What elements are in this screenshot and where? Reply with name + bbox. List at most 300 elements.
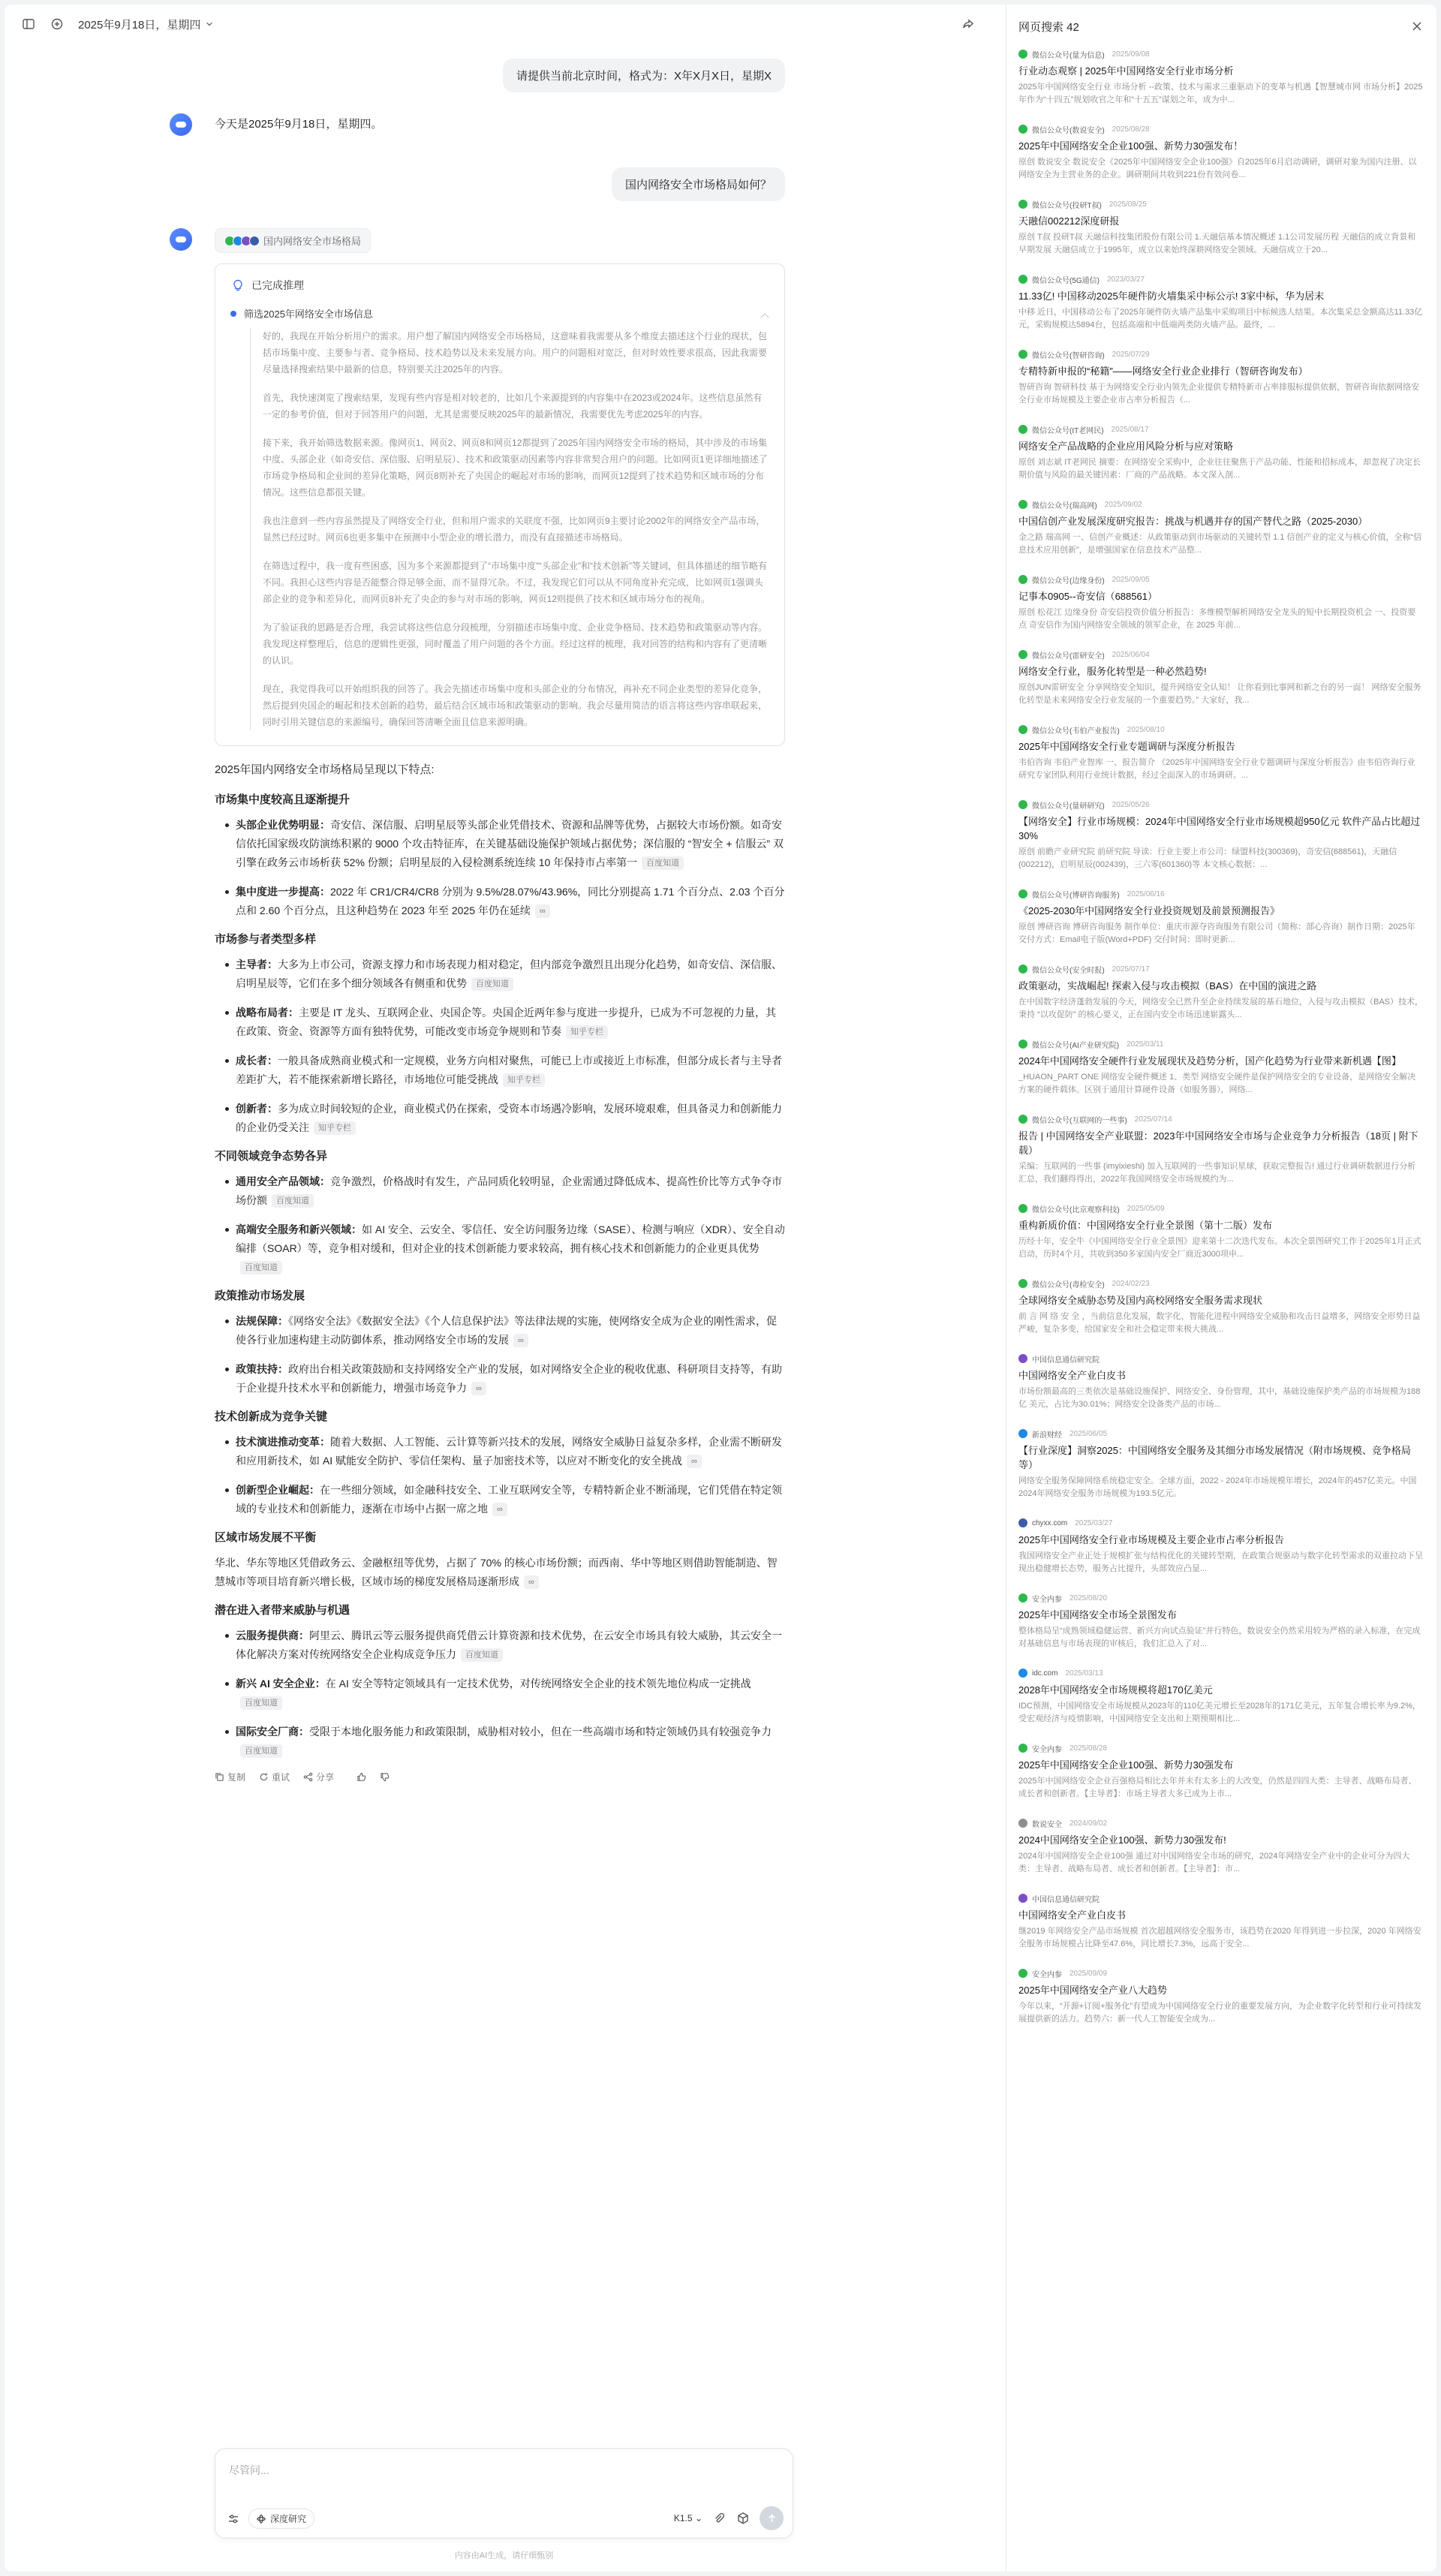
conversation-title-text: 2025年9月18日，星期四 [78, 18, 201, 32]
deep-research-label: 深度研究 [270, 2514, 307, 2524]
reasoning-header[interactable] [230, 278, 769, 293]
reference-title[interactable]: 专精特新申报的“秘籍”——网络安全行业企业排行（智研咨询发布） [1018, 366, 1308, 377]
source-logo-icon [1018, 200, 1027, 209]
source-name: 微信公众号(智研咨询) [1032, 351, 1105, 360]
source-date: 2024/09/02 [1069, 1819, 1108, 1828]
list-item [215, 1312, 785, 1350]
assistant-message [215, 113, 785, 136]
source-date: 2025/08/17 [1111, 425, 1149, 434]
reference-item[interactable] [1018, 198, 1423, 257]
chat-input-box[interactable] [215, 2448, 793, 2538]
reference-title[interactable]: 2024年中国网络安全硬件行业发展现状及趋势分析，国产化趋势为行业带来新机遇【图】 [1018, 1055, 1401, 1067]
reference-item[interactable] [1018, 1667, 1423, 1726]
source-logos [224, 236, 257, 246]
item-lead: 头部企业优势明显： [236, 819, 330, 831]
citation-badge[interactable]: ∞ [492, 1503, 507, 1516]
reference-title[interactable]: 重构新质价值：中国网络安全行业全景图（第十二版）发布 [1018, 1220, 1273, 1231]
reference-title[interactable]: 【网络安全】行业市场规模：2024年中国网络安全行业市场规模超950亿元 软件产品占比超过30% [1018, 816, 1421, 841]
source-logo-icon [1018, 1429, 1027, 1438]
retry-button[interactable] [259, 1771, 290, 1783]
assistant-avatar [170, 113, 192, 136]
list-item [215, 1481, 785, 1518]
source-logo-icon [1018, 1354, 1027, 1363]
source-name: 微信公众号(AI产业研究院) [1032, 1041, 1120, 1050]
reference-title[interactable]: 2025年中国网络安全行业专题调研与深度分析报告 [1018, 741, 1235, 752]
reference-snippet: 韦伯咨询 韦伯产业智库 一、报告简介 《2025年中国网络安全行业专题调研与深度分析报告》由韦伯咨询行业研究专家团队利用行业统计数据，经过全面深入的市场调研。... [1018, 758, 1415, 780]
reasoning-paragraph: 好的，我现在开始分析用户的需求。用户想了解国内网络安全市场格局，这意味着我需要从多个维度去描述这个行业的现状，包括市场集中度、主要参与者、竞争格局、技术趋势以及未来发展方向。用户的问题相对宽泛，但对时效性要求很高，因此我需要尽量选择搜索结果中最新的信息，特别要关注2025年的内容。 [263, 331, 768, 375]
section-list [215, 955, 785, 1137]
section-heading: 区域市场发展不平衡 [215, 1531, 317, 1544]
citation-badge[interactable]: 知乎专栏 [314, 1121, 356, 1135]
source-date: 2025/06/05 [1069, 1429, 1108, 1438]
reference-source [1018, 1277, 1423, 1290]
source-date: 2025/03/13 [1065, 1669, 1103, 1678]
chevron-down-icon [205, 20, 214, 29]
item-text: 大多为上市公司，资源支撑力和市场表现力相对稳定，但内部竞争激烈且出现分化趋势，如奇安信、深信服、启明星辰等，它们在多个细分领域各有侧重和优势 [236, 958, 782, 989]
source-date: 2025/03/11 [1127, 1040, 1164, 1049]
source-date: 2025/07/14 [1134, 1115, 1172, 1124]
arrow-up-icon [767, 2514, 777, 2523]
reference-title[interactable]: 记事本0905--奇安信（688561） [1018, 591, 1157, 602]
assistant-message [215, 228, 785, 1783]
source-name: 微信公众号(韦伯产业报告) [1032, 727, 1120, 736]
reference-item[interactable] [1018, 348, 1423, 407]
source-logo-icon [1018, 1593, 1027, 1602]
reference-item[interactable] [1018, 1038, 1423, 1097]
source-name: 微信公众号(瑞高网) [1032, 501, 1097, 510]
section-heading: 不同领域竞争态势各异 [215, 1150, 328, 1163]
reference-source [1018, 1113, 1423, 1125]
reference-source [1018, 498, 1423, 510]
reference-source [1018, 963, 1423, 975]
citation-badge[interactable]: ∞ [687, 1455, 702, 1468]
reference-source [1018, 724, 1423, 736]
reasoning-step[interactable] [230, 306, 769, 320]
reasoning-paragraph: 首先，我快速浏览了搜索结果，发现有些内容是相对较老的，比如几个来源提到的内容集中在2023或2024年。这些信息虽然有一定的参考价值，但对于回答用户的问题，尤其是需要反映2025年的最新情况，我需要优先考虑2025年的内容。 [263, 393, 763, 420]
reference-source [1018, 573, 1423, 585]
reference-snippet: 网络安全服务保障网络系统稳定安全。全球方面，2022 - 2024年市场规模年增长，2024年的457亿美元。中国2024年网络安全服务市场规模为193.5亿元。 [1018, 1476, 1417, 1498]
source-logo-icon [1018, 1819, 1027, 1828]
list-item [215, 955, 785, 993]
reference-item[interactable] [1018, 1967, 1423, 2026]
citation-badge[interactable]: 百度知道 [642, 856, 684, 870]
send-button[interactable] [760, 2506, 784, 2530]
section-paragraph [215, 1554, 785, 1591]
source-name: 安全内参 [1032, 1745, 1062, 1754]
reference-item[interactable] [1018, 1892, 1423, 1951]
reference-source [1018, 1667, 1423, 1679]
reference-snippet: 2025年中国网络安全行业 市场分析 --政策、技术与需求三重驱动下的变革与机遇【智慧城市网 市场分析】2025年作为“十四五”规划收官之年和“十五五”谋划之年，成为中... [1018, 83, 1423, 104]
source-date: 2024/02/23 [1112, 1279, 1150, 1288]
share-label: 分享 [316, 1772, 335, 1783]
citation-badge[interactable]: ∞ [471, 1382, 486, 1395]
reference-item[interactable] [1018, 423, 1423, 482]
reference-title[interactable]: 天融信002212深度研报 [1018, 215, 1120, 227]
reference-snippet: 原创 T叔 投研T叔 天融信科技集团股份有限公司 1.天融信基本情况概述 1.1公司发展历程 天融信的成立背景和早期发展 天融信成立于1995年，成立以来始终深耕网络安全领域。天融信成立于20... [1018, 233, 1416, 254]
top-bar [5, 5, 1006, 44]
step-dot-icon [230, 311, 236, 317]
paragraph-text: 华北、华东等地区凭借政务云、金融枢纽等优势，占据了 70% 的核心市场份额；而西南、华中等地区则借助智能制造、智慧城市等项目培育新兴增长极，区域市场的梯度发展格局逐渐形成 [215, 1557, 778, 1587]
source-logo-icon [1018, 275, 1027, 284]
assistant-answer [215, 760, 785, 1783]
copy-button[interactable] [215, 1771, 245, 1783]
item-lead: 新兴 AI 安全企业： [236, 1678, 326, 1690]
reference-source [1018, 1742, 1423, 1754]
refresh-icon [259, 1772, 269, 1782]
share-icon[interactable] [961, 17, 976, 32]
citation-badge[interactable]: 百度知道 [240, 1696, 282, 1710]
item-text: 在一些细分领域，如金融科技安全、工业互联网安全等，专精特新企业不断涌现，它们凭借在特定领域的专业技术和创新能力，逐渐在市场中占据一席之地 [236, 1484, 782, 1515]
reference-item[interactable] [1018, 123, 1423, 182]
reference-item[interactable] [1018, 1428, 1423, 1500]
item-text: 《网络安全法》《数据安全法》《个人信息保护法》等法律法规的实施，使网络安全成为企业的刚性需求，促使各行业加速构建主动防御体系，推动网络安全市场的发展 [236, 1315, 777, 1346]
source-date: 2025/06/16 [1127, 889, 1165, 898]
citation-badge[interactable]: 知乎专栏 [503, 1073, 545, 1087]
source-logo-icon [1018, 125, 1027, 134]
new-chat-icon[interactable] [50, 17, 65, 32]
reference-item[interactable] [1018, 1113, 1423, 1186]
source-date: 2025/03/27 [1075, 1518, 1113, 1527]
close-icon[interactable] [1409, 19, 1424, 34]
source-name: 微信公众号(边缘身份) [1032, 576, 1105, 585]
source-name: 新浪财经 [1032, 1431, 1062, 1440]
source-date: 2025/08/20 [1069, 1593, 1108, 1602]
reference-title[interactable]: 2028年中国网络安全市场规模将超170亿美元 [1018, 1684, 1213, 1696]
reference-item[interactable] [1018, 48, 1423, 107]
reference-source [1018, 123, 1423, 135]
source-name: 微信公众号(量研研究) [1032, 802, 1105, 811]
retry-label: 重试 [272, 1772, 290, 1783]
reference-snippet: 在中国数字经济蓬勃发展的今天，网络安全已然升至企业持续发展的基石地位，入侵与攻击模拟（BAS）技术，秉持 “以攻促防” 的核心要义，正在国内安全市场迅速崭露头... [1018, 998, 1423, 1019]
reasoning-paragraph: 现在，我觉得我可以开始组织我的回答了。我会先描述市场集中度和头部企业的分布情况，再补充不同企业类型的差异化竞争，然后提到央国企的崛起和技术创新的趋势，最后结合区域市场和政策驱动的影响。我会尽量用简洁的语言将这些内容串联起来，同时引用关键信息的来源编号，确保回答清晰全面且信息来源明确。 [263, 684, 768, 727]
reference-title[interactable]: 11.33亿! 中国移动2025年硬件防火墙集采中标公示! 3家中标，华为居末 [1018, 290, 1325, 302]
item-text: 主要是 IT 龙头、互联网企业、央国企等。央国企近两年参与度进一步提升，已成为不可忽视的力量，其在政策、资金、资源等方面有独特优势，可能改变市场竞争规则和节奏 [236, 1007, 776, 1037]
source-logo-icon [1018, 50, 1027, 59]
reasoning-body [250, 328, 769, 730]
list-item [215, 1172, 785, 1210]
citation-badge[interactable]: 百度知道 [240, 1744, 282, 1758]
item-lead: 云服务提供商： [236, 1630, 309, 1642]
reference-snippet: 智研咨询 智研科技 基于为网络安全行业内领先企业提供专精特新市占率排服标提供依据，智研咨询依据网络安全行业市场规模及主要企业市占率分析报告（... [1018, 383, 1420, 405]
reasoning-panel [215, 263, 785, 746]
reference-title[interactable]: 2025年中国网络安全企业100强、新势力30强发布 [1018, 1759, 1234, 1771]
source-name: 微信公众号(博研咨询服务) [1032, 891, 1120, 900]
reference-snippet: 原创 数说安全 数说安全《2025年中国网络安全企业100强》自2025年6月启动调研，调研对象为国内注册、以网络安全为主营业务的企业。调研期间共收到221份有效问卷... [1018, 158, 1417, 179]
answer-intro: 2025年国内网络安全市场格局呈现以下特点: [215, 763, 435, 776]
list-item [215, 1220, 785, 1277]
item-lead: 法规保障： [236, 1315, 288, 1327]
user-message [215, 59, 785, 92]
section-list [215, 1172, 785, 1277]
reference-title[interactable]: 政策驱动，实战崛起! 探索入侵与攻击模拟（BAS）在中国的演进之路 [1018, 980, 1317, 992]
reference-snippet: 前 言 网 络 安 全 ，当前信息化发展，数字化、智能化进程中网络安全威胁和攻击日益增多，网络安全形势日益严峻，复杂多变，给国家安全和社会稳定带来极大挑战... [1018, 1312, 1421, 1334]
share-answer-button[interactable] [303, 1771, 334, 1783]
reference-snippet: _HUAON_PART ONE 网络安全硬件概述 1、类型 网络安全硬件是保护网络安全的专业设备，是网络安全解决方案的硬件载体。区别于通用计算硬件设备（如服务器），网络... [1018, 1073, 1416, 1094]
source-logo-icon [1018, 1518, 1027, 1527]
item-text: 竞争激烈，价格战时有发生，产品同质化较明显，企业需通过降低成本、提高性价比等方式争夺市场份额 [236, 1175, 782, 1206]
reference-source [1018, 1892, 1423, 1904]
reference-item[interactable] [1018, 799, 1423, 871]
reference-snippet: 2025年中国网络安全企业百强格局相比去年并未有太多上的大改变，仍然是四四大类：主导者、战略布局者、成长者和创新者。【主导者】：市场主导者大多已成为上市... [1018, 1777, 1417, 1798]
deep-research-button[interactable] [248, 2508, 314, 2529]
source-name: chyxx.com [1032, 1518, 1068, 1527]
thumbs-down-icon[interactable] [380, 1772, 390, 1782]
reasoning-step-label: 筛选2025年网络安全市场信息 [244, 308, 373, 320]
item-text: 奇安信、深信服、启明星辰等头部企业凭借技术、资源和品牌等优势，占据较大市场份额。如奇安信依托国家级攻防演练积累的 9000 个攻击特征库，在关键基础设施保护领域占据优势；深信服的 “智安全 + 信服云” 双引擎在政务云市场析获 52% 份额；启明星辰的入侵检测系统连续 10 年保持市占率第一 [236, 819, 784, 868]
source-name: 微信公众号(5G通信) [1032, 276, 1100, 285]
source-date: 2025/09/09 [1069, 1969, 1108, 1978]
source-logo-icon [1018, 1969, 1027, 1978]
reference-source [1018, 1592, 1423, 1604]
list-item [215, 1627, 785, 1664]
list-item [215, 1004, 785, 1041]
reference-source [1018, 1038, 1423, 1050]
section-list [215, 1312, 785, 1398]
reference-source [1018, 48, 1423, 60]
reference-snippet: 原创 松花江 边缘身份 奇安信投资价值分析报告：多维模型解析网络安全龙头的短中长期投资机会 一、投资要点 奇安信作为国内网络安全领域的领军企业，在 2025 年前... [1018, 608, 1416, 630]
source-name: 微信公众号(互联网的一些事) [1032, 1116, 1127, 1125]
source-name: 中国信息通信研究院 [1032, 1895, 1100, 1904]
reference-snippet: 原创 前瞻产业研究院 前研究院 导读：行业主要上市公司：绿盟科技(300369)，奇安信(688561)，天融信(002212)，启明星辰(002439)，三六零(601360)等 本文核心数据：... [1018, 847, 1397, 869]
source-name: 数说安全 [1032, 1820, 1062, 1829]
item-lead: 政策扶持： [236, 1363, 288, 1375]
section-heading: 市场集中度较高且逐渐提升 [215, 793, 350, 806]
item-text: 阿里云、腾讯云等云服务提供商凭借云计算资源和技术优势，在云安全市场具有较大威胁，其云安全一体化解决方案对传统网络安全企业构成竞争压力 [236, 1630, 782, 1660]
source-logo-icon [1018, 1669, 1027, 1678]
source-date: 2025/08/28 [1069, 1744, 1108, 1753]
source-name: 微信公众号(投研T叔) [1032, 201, 1102, 210]
list-item [215, 1675, 785, 1712]
source-name: 微信公众号(比京观察科技) [1032, 1205, 1120, 1214]
reference-source [1018, 1517, 1423, 1529]
item-lead: 国际安全厂商： [236, 1726, 309, 1738]
reference-item[interactable] [1018, 1517, 1423, 1575]
atom-icon [257, 2514, 266, 2523]
share-icon [303, 1772, 313, 1782]
source-name: 中国信息通信研究院 [1032, 1356, 1100, 1365]
reference-item[interactable] [1018, 724, 1423, 782]
reference-title[interactable]: 行业动态观察 | 2025年中国网络安全行业市场分析 [1018, 65, 1234, 77]
list-item [215, 1360, 785, 1398]
reference-title[interactable]: 2025年中国网络安全企业100强、新势力30强发布！ [1018, 140, 1244, 152]
source-date: 2025/07/17 [1112, 964, 1150, 974]
reference-item[interactable] [1018, 1817, 1423, 1876]
item-lead: 成长者： [236, 1055, 278, 1067]
conversation-title[interactable] [78, 17, 214, 32]
input-right-tools [674, 2506, 784, 2530]
reference-snippet: 市场份额最高的三类依次是基础设施保护、网络安全、身份管理，其中，基础设施保护类产品的市场规模为188 亿 美元，占比为30.01%；网络安全设备类产品的市场... [1018, 1387, 1421, 1409]
reference-snippet: 金之路 瑞高网 一、信创产业概述：从政策驱动到市场驱动的关键转型 1.1 信创产业的定义与核心价值，全称“信息技术应用创新”，是增强国家在信息技术产品整... [1018, 533, 1422, 555]
source-name: 微信公众号(数说安全) [1032, 126, 1105, 135]
reference-title[interactable]: 中国信创产业发展深度研究报告：挑战与机遇并存的国产替代之路（2025-2030） [1018, 516, 1368, 527]
section-list [215, 1433, 785, 1518]
reference-title[interactable]: 中国网络安全产业白皮书 [1018, 1370, 1127, 1381]
citation-badge[interactable]: 知乎专栏 [566, 1025, 608, 1039]
attachment-icon[interactable] [711, 2511, 727, 2526]
source-logo-icon [1018, 1894, 1027, 1903]
reference-item[interactable] [1018, 888, 1423, 946]
reference-snippet: 今年以来，“开源+订阅+服务化”有望成为中国网络安全行业的重要发展方向，为企业数字化转型和行业可持续发展提供新的活力。趋势六：新一代人工智能安全成为... [1018, 2002, 1422, 2024]
reasoning-paragraph: 接下来，我开始筛选数据来源。像网页1、网页2、网页8和网页12都提到了2025年国内网络安全市场的格局，其中涉及的市场集中度、头部企业（如奇安信、深信服、启明星辰）、技术和政策驱动因素等内容非常契合用户的问题。比如网页1更详细地描述了市场竞争格局和企业间的差异化策略，网页8则补充了央国企的崛起对市场的影响，而网页12提到了技术趋势和区域市场的分布情况。这些信息都很关键。 [263, 438, 768, 498]
user-message [215, 167, 785, 201]
reference-source [1018, 1428, 1423, 1440]
item-lead: 高端安全服务和新兴领域： [236, 1223, 362, 1235]
source-date: 2025/09/05 [1112, 575, 1150, 584]
reference-item[interactable] [1018, 1353, 1423, 1411]
reference-item[interactable] [1018, 273, 1423, 332]
source-logo-icon [1018, 650, 1027, 659]
source-date: 2025/05/09 [1127, 1204, 1165, 1213]
list-item [215, 1052, 785, 1089]
source-date: 2025/08/10 [1127, 725, 1165, 734]
reference-item[interactable] [1018, 498, 1423, 557]
source-logo-icon [1018, 1040, 1027, 1049]
source-logo-icon [1018, 889, 1027, 898]
citation-badge[interactable]: 百度知道 [272, 1194, 314, 1208]
tools-toggle-icon[interactable] [226, 2511, 241, 2526]
reference-title[interactable]: 【行业深度】洞察2025：中国网络安全服务及其细分市场发展情况（附市场规模、竞争格局等） [1018, 1445, 1411, 1470]
source-name: 安全内参 [1032, 1595, 1062, 1604]
copy-label: 复制 [227, 1772, 246, 1783]
citation-badge[interactable]: 百度知道 [461, 1648, 503, 1662]
model-label: K1.5 [673, 2513, 693, 2523]
user-bubble: 国内网络安全市场格局如何？ [612, 167, 785, 201]
list-item [215, 1100, 785, 1137]
section-heading: 政策推动市场发展 [215, 1290, 305, 1302]
item-lead: 集中度进一步提高： [236, 886, 330, 898]
citation-badge[interactable]: ∞ [524, 1575, 539, 1589]
reference-snippet: 2024年中国网络安全企业100强 通过对中国网络安全市场的研究，2024年网络安全产业中的企业可分为四大类：主导者、战略布局者、成长者和创新者。【主导者】：市... [1018, 1852, 1410, 1873]
source-logo-icon [1018, 1115, 1027, 1124]
chevron-up-icon[interactable]: ︿ [760, 308, 769, 319]
source-logo-icon [1018, 725, 1027, 734]
item-text: 2022 年 CR1/CR4/CR8 分别为 9.5%/28.07%/43.96%，同比分别提高 1.71 个百分点、2.03 个百分点和 2.60 个百分点，且这种趋势在 2023 年至 2025 年仍在延续 [236, 886, 785, 916]
search-source-chip[interactable] [215, 228, 371, 253]
source-date: 2025/05/26 [1112, 800, 1150, 809]
source-logo-icon [1018, 500, 1027, 509]
citation-badge[interactable]: 百度知道 [240, 1261, 282, 1274]
reference-item[interactable] [1018, 649, 1423, 707]
source-logo-icon [1018, 350, 1027, 359]
item-text: 多为成立时间较短的企业，商业模式仍在探索，受资本市场遇冷影响，发展环境艰难，但具备灵力和创新能力的企业仍受关注 [236, 1103, 782, 1133]
reference-item[interactable] [1018, 1592, 1423, 1651]
source-date: 2023/03/27 [1107, 275, 1145, 284]
reference-snippet: 历经十年，安全牛《中国网络安全行业全景图》迎来第十二次迭代发布。本次全景图研究工作于2025年1月正式启动，历时4个月，共收到350多家国内安全厂商近3000项申... [1018, 1237, 1421, 1259]
reference-source [1018, 649, 1423, 661]
reference-title[interactable]: 2025年中国网络安全行业市场规模及主要企业市占率分析报告 [1018, 1534, 1284, 1545]
reference-item[interactable] [1018, 1277, 1423, 1336]
citation-badge[interactable]: ∞ [513, 1334, 528, 1347]
reference-title[interactable]: 2025年中国网络安全市场全景图发布 [1018, 1609, 1177, 1621]
citation-badge[interactable]: ∞ [535, 904, 550, 918]
reference-title[interactable]: 2025年中国网络安全产业八大趋势 [1018, 1985, 1167, 1996]
reference-source [1018, 888, 1423, 900]
item-text: 在 AI 安全等特定领域具有一定技术优势，对传统网络安全企业的技术领先地位构成一定挑战 [325, 1678, 751, 1690]
thumbs-up-icon[interactable] [356, 1772, 366, 1782]
reference-title[interactable]: 报告 | 中国网络安全产业联盟：2023年中国网络安全市场与企业竞争力分析报告（18页 | 附下载） [1018, 1130, 1418, 1156]
source-logo-icon [1018, 800, 1027, 809]
source-logo-icon [1018, 1744, 1027, 1753]
source-name: 微信公众号(毒检安全) [1032, 1280, 1105, 1290]
reference-snippet: 采编：互联网的一些事 (imyixieshi) 加入互联网的一些事知识星球，获取完整报告! 通过行业调研数据进行分析汇总，我们翻得得出，2022年我国网络安全市场规模约为... [1018, 1162, 1416, 1184]
citation-badge[interactable]: 百度知道 [471, 977, 513, 991]
conversation [5, 44, 1006, 1783]
reference-source [1018, 799, 1423, 811]
reasoning-paragraph: 我也注意到一些内容虽然提及了网络安全行业，但和用户需求的关联度不强，比如网页9主要讨论2002年的网络安全产品市场，显然已经过时。网页6也更多集中在预测中小型企业的增长潜力，而没有直接描述市场格局。 [263, 516, 766, 543]
source-logo-icon [1018, 964, 1027, 974]
reference-title[interactable]: 《2025-2030年中国网络安全行业投资规划及前景预测报告》 [1018, 905, 1280, 916]
item-lead: 技术演进推动变革： [236, 1436, 330, 1448]
reference-snippet: 原创 博研咨询 博研咨询服务 制作单位：重庆市源夺咨询服务有限公司（简称：部心咨询）制作日期：2025年 交付方式：Email电子版(Word+PDF) 交付时间：即时更新... [1018, 922, 1415, 944]
source-name: idc.com [1032, 1669, 1058, 1678]
panel-header [1006, 5, 1436, 48]
section-list [215, 816, 785, 920]
reference-source [1018, 1353, 1423, 1365]
chat-input-placeholder[interactable]: 尽管问... [229, 2464, 269, 2476]
web-search-panel [1006, 5, 1436, 2571]
assistant-avatar [170, 228, 192, 251]
reference-title[interactable]: 全球网络安全威胁态势及国内高校网络安全服务需求现状 [1018, 1295, 1263, 1306]
source-date: 2025/07/29 [1112, 350, 1150, 359]
item-lead: 战略布局者： [236, 1007, 299, 1019]
reference-title[interactable]: 2024中国网络安全企业100强、新势力30强发布! [1018, 1834, 1226, 1846]
reference-title[interactable]: 网络安全产品战略的企业应用风险分析与应对策略 [1018, 441, 1234, 452]
list-item [215, 883, 785, 920]
reference-snippet: 中移 近日，中国移动公布了2025年硬件防火墙产品集中采购项目中标候选人结果。本次集采总金额高达11.33亿元，采购规模达5894台，包括高端和中低端两类防火墙产品。最终，... [1018, 308, 1423, 330]
reference-title[interactable]: 网络安全行业，服务化转型是一种必然趋势! [1018, 666, 1207, 677]
reference-snippet: 原创 刘志斌 IT老网民 摘要：在网络安全采购中，企业往往聚焦于产品功能、性能和招标成本，却忽视了决定长期价值与风险的最关键因素：厂商的产品战略。本文深入剖... [1018, 458, 1421, 480]
reference-source [1018, 273, 1423, 285]
source-date: 2025/08/25 [1109, 200, 1147, 209]
reasoning-paragraph: 为了验证我的思路是否合理，我尝试将这些信息分段梳理，分别描述市场集中度、企业竞争格局、技术趋势和政策驱动等内容。我发现这样整理后，信息的逻辑性更强，同时覆盖了用户问题的各个方面。经过这样的梳理，我对回答的结构和内容有了更清晰的认识。 [263, 622, 768, 666]
list-item [215, 816, 785, 872]
input-tools [226, 2508, 314, 2529]
item-lead: 通用安全产品领域： [236, 1175, 330, 1187]
sidebar-toggle-icon[interactable] [21, 17, 36, 32]
reference-snippet: 整体格局呈“成熟领域稳健运营、新兴方向试点验证”并行特色，数说安全仍然采用较为严格的录入标准，在完成对基础信息与市场表现的审核后，我们汇总入了对... [1018, 1627, 1421, 1648]
reference-item[interactable] [1018, 963, 1423, 1022]
model-selector[interactable]: K1.5 ⌄ [673, 2513, 702, 2523]
app-window [5, 5, 1436, 2571]
assistant-text: 今天是2025年9月18日，星期四。 [215, 118, 383, 131]
reference-item[interactable] [1018, 573, 1423, 632]
list-item [215, 1433, 785, 1470]
item-lead: 创新者： [236, 1103, 278, 1115]
reference-source [1018, 1817, 1423, 1829]
cube-icon[interactable] [736, 2511, 751, 2526]
reference-snippet: 我国网络安全产业正处于规模扩张与结构优化的关键转型期，在政策合规驱动与数字化转型需求的双重拉动下呈现出稳健增长态势，服务占比提升，头部效应凸显... [1018, 1551, 1423, 1573]
item-lead: 主导者： [236, 958, 278, 971]
reference-title[interactable]: 中国网络安全产业白皮书 [1018, 1909, 1127, 1921]
item-text: 一般具备成熟商业模式和一定规模，业务方向相对聚焦，可能已上市或接近上市标准，但部分成长者与主导者差距扩大，若不能探索新增长路径，市场地位可能受挑战 [236, 1055, 782, 1085]
answer-sections [215, 791, 785, 1518]
reference-source [1018, 423, 1423, 435]
source-logo-icon [1018, 425, 1027, 434]
item-text: 随着大数据、人工智能、云计算等新兴技术的发展，网络安全威胁日益复杂多样，企业需不断研发和应用新技术，如 AI 赋能安全防护、零信任架构、量子加密技术等，以应对不断变化的安全挑战 [236, 1436, 782, 1467]
copy-icon [215, 1772, 224, 1782]
chat-column [5, 5, 1006, 2571]
ai-disclaimer: 内容由AI生成，请仔细甄别 [454, 2551, 554, 2560]
source-date: 2025/09/08 [1112, 50, 1150, 59]
reference-item[interactable] [1018, 1742, 1423, 1801]
user-bubble: 请提供当前北京时间，格式为：X年X月X日，星期X [503, 59, 785, 92]
source-name: 安全内参 [1032, 1970, 1062, 1979]
item-text: 政府出台相关政策鼓励和支持网络安全产业的发展，如对网络安全企业的税收优惠、科研项目支持等，有助于企业提升技术水平和创新能力，增强市场竞争力 [236, 1363, 782, 1394]
reference-item[interactable] [1018, 1202, 1423, 1261]
reasoning-status: 已完成推理 [251, 279, 304, 291]
reference-snippet: 原创JUN雷研安全 分享网络安全知识，提升网络安全认知！ 让你看到比事网和新之台的另一面！ 网络安全服务化转型是未来网络安全行业发展的一个重要趋势。” 大家好，我... [1018, 683, 1421, 705]
source-name: 微信公众号(IT老网民) [1032, 426, 1104, 435]
